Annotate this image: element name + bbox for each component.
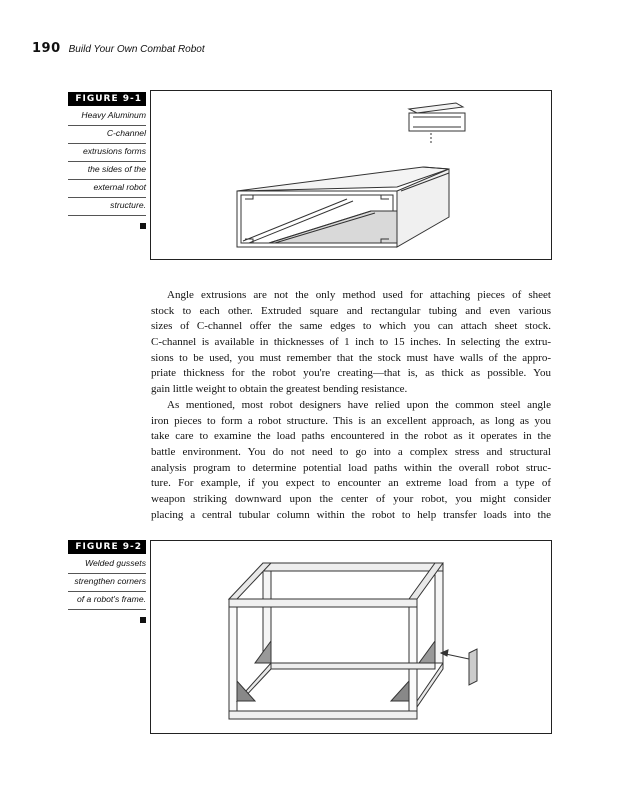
book-title: Build Your Own Combat Robot <box>68 44 205 55</box>
paragraph-line: weapon striking downward upon the center of your robot, you might consider <box>151 492 551 505</box>
paragraph-line: gain little weight to obtain the greatest bending resistance. <box>151 383 408 396</box>
paragraph-line: sizes of C-channel offer the same edges to which you can attach sheet stock. <box>151 320 551 333</box>
figure-2-caption-line: of a robot's frame. <box>68 592 146 610</box>
figure-1-label: FIGURE 9-1 <box>68 92 146 106</box>
figure-1-caption-line: Heavy Aluminum <box>68 108 146 126</box>
paragraph-line: C-channel is available in thicknesses of 1 inch to 15 inches. In selecting the extru- <box>151 336 551 349</box>
figure-2-label: FIGURE 9-2 <box>68 540 146 554</box>
body-text <box>151 288 551 523</box>
welded-frame-drawing <box>151 541 551 733</box>
page-number: 190 <box>32 41 61 56</box>
figure-1-caption-line: the sides of the <box>68 162 146 180</box>
paragraph-line: take care to examine the load paths encountered in the robot as it operates in the <box>151 430 551 443</box>
paragraph-line: battle environment. You do not need to go into a complex stress and structural <box>151 445 551 458</box>
paragraph-line: Angle extrusions are not the only method used for attaching pieces of sheet <box>167 289 551 301</box>
c-channel-extrusion-drawing <box>151 91 551 259</box>
paragraph-line: priate thickness for the robot you're creating—that is, as thick as possible. You <box>151 367 551 380</box>
figure-1-illustration <box>150 90 552 260</box>
figure-1-caption <box>68 92 146 234</box>
figure-1-caption-line: extrusions forms <box>68 144 146 162</box>
paragraph-line: placing a central tubular column within the robot to help transfer loads into the <box>151 508 551 521</box>
paragraph-line: sions to be used, you must remember that the stock must have walls of the appro- <box>151 351 551 364</box>
figure-2-illustration <box>150 540 552 734</box>
figure-1-caption-line: external robot <box>68 180 146 198</box>
paragraph-line: ture. For example, if you expect to encounter an extreme load from a type of <box>151 477 551 490</box>
paragraph-line: As mentioned, most robot designers have relied upon the common steel angle <box>167 398 551 411</box>
end-mark-icon <box>140 223 146 229</box>
figure-1-caption-line: C-channel <box>68 126 146 144</box>
figure-1-caption-line: structure. <box>68 198 146 216</box>
running-head <box>32 41 205 59</box>
paragraph-line: analysis program to determine potential load paths within the overall robot struc- <box>151 461 551 474</box>
figure-2-caption <box>68 540 146 628</box>
figure-2-caption-line: strengthen corners <box>68 574 146 592</box>
figure-2-caption-line: Welded gussets <box>68 556 146 574</box>
end-mark-icon <box>140 617 146 623</box>
paragraph-line: stock to each other. Extruded square and rectangular tubing and even various <box>151 304 551 317</box>
paragraph-line: iron pieces to form a robot structure. This is an excellent approach, as long as you <box>151 414 551 427</box>
